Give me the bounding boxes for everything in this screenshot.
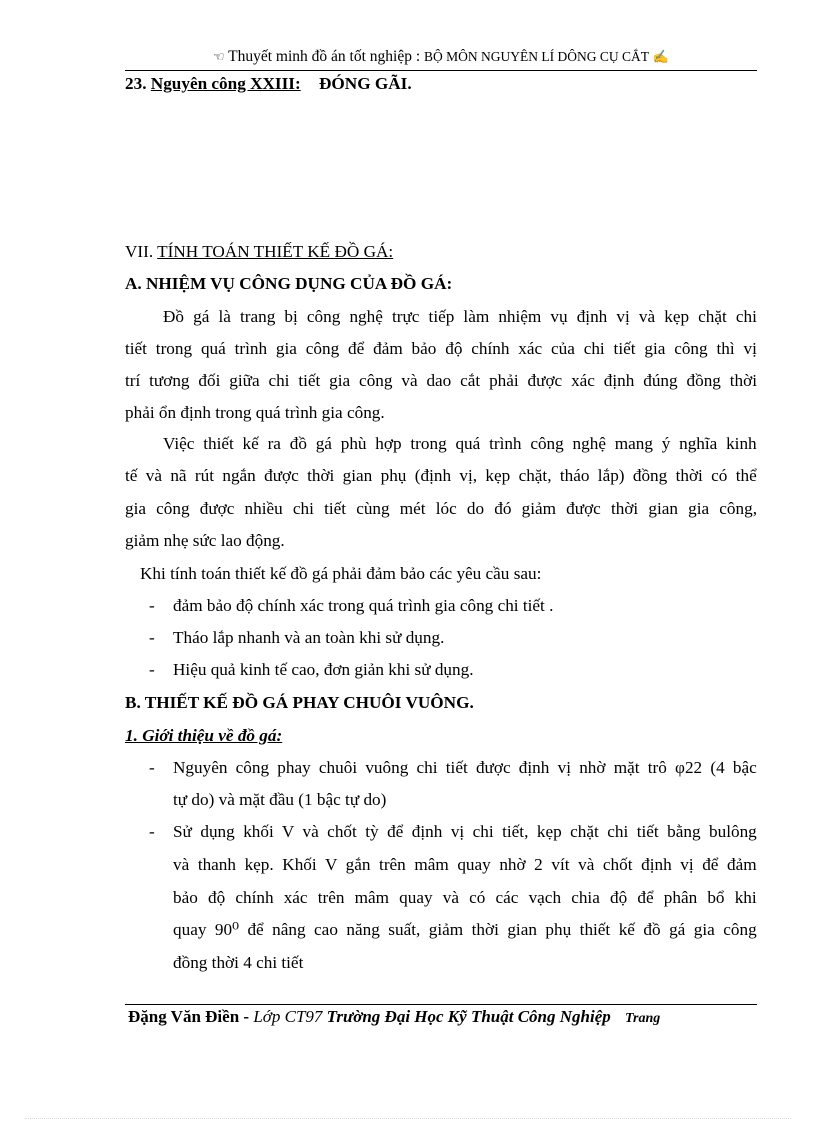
writing-hand-icon: ✍ [652, 49, 670, 64]
b1-bullet2-line3: bảo độ chính xác trên mâm quay và có các vạch chia độ để phân bổ khi [173, 888, 757, 907]
requirement-item [149, 628, 444, 648]
b1-bullet2-line1 [149, 822, 757, 842]
header-title: Thuyết minh đồ án tốt nghiệp : [228, 48, 421, 65]
footer-author: Đặng Văn Điền - [128, 1007, 250, 1026]
section-b1-heading: 1. Giới thiệu về đồ gá: [125, 726, 283, 745]
section-7-number: VII. [125, 242, 154, 261]
requirement-item [149, 660, 474, 680]
para1-line2: tiết trong quá trình gia công để đảm bảo độ chính xác của chi tiết gia công thì vị [125, 339, 757, 358]
dash-bullet: - [149, 628, 155, 647]
b1-bullet1-line2: tự do) và mặt đầu (1 bậc tự do) [173, 790, 387, 809]
header-department: BỘ MÔN NGUYÊN LÍ DÔNG CỤ CẮT [424, 49, 650, 64]
page-footer [128, 1007, 660, 1027]
footer-school: Trường Đại Học Kỹ Thuật Công Nghiệp [326, 1007, 611, 1026]
pointing-hand-icon: ☜ [212, 49, 225, 64]
para1-line3: trí tương đối giữa chi tiết gia công và dao cắt phải được xác định đúng đồng thời [125, 371, 758, 390]
footer-page-label: Trang [625, 1011, 661, 1026]
section-a-heading: A. NHIỆM VỤ CÔNG DỤNG CỦA ĐỒ GÁ: [125, 274, 453, 293]
para1-line1: Đồ gá là trang bị công nghệ trực tiếp làm nhiệm vụ định vị và kẹp chặt chi [163, 307, 757, 326]
b1-bullet2-line5: đồng thời 4 chi tiết [173, 953, 304, 972]
section-7-title: TÍNH TOÁN THIẾT KẾ ĐỒ GÁ: [157, 242, 394, 261]
para2-line1: Việc thiết kế ra đồ gá phù hợp trong quá trình công nghệ mang ý nghĩa kinh [163, 434, 757, 453]
footer-class: Lớp CT97 [253, 1007, 323, 1026]
dash-bullet: - [149, 758, 155, 777]
section-23-heading [125, 74, 412, 94]
section-23-name: Nguyên công XXIII: [150, 74, 301, 93]
requirement-text: đảm bảo độ chính xác trong quá trình gia công chi tiết . [173, 596, 554, 615]
bullet-text: Sử dụng khối V và chốt tỳ để định vị chi tiết, kẹp chặt chi tiết bằng bulông [173, 822, 757, 841]
para2-line4: giảm nhẹ sức lao động. [125, 531, 285, 550]
dash-bullet: - [149, 596, 155, 615]
requirements-intro: Khi tính toán thiết kế đồ gá phải đảm bảo các yêu cầu sau: [140, 564, 542, 583]
b1-bullet2-line2: và thanh kẹp. Khối V gắn trên mâm quay nhờ 2 vít và chốt định vị để đảm [173, 855, 757, 874]
header-divider [125, 70, 757, 71]
bullet-text: Nguyên công phay chuôi vuông chi tiết được định vị nhờ mặt trô φ22 (4 bậc [173, 758, 757, 777]
page-header [125, 48, 757, 66]
para2-line2: tế và nã rút ngắn được thời gian phụ (định vị, kẹp chặt, tháo lắp) đồng thời có thể [125, 466, 757, 485]
para2-line3: gia công được nhiều chi tiết cùng mét lóc do đó giảm được thời gian gia công, [125, 499, 757, 518]
dash-bullet: - [149, 822, 155, 841]
footer-divider [125, 1004, 757, 1005]
section-23-number: 23. [125, 74, 147, 93]
bottom-dotted-border [25, 1118, 791, 1119]
requirement-text: Hiệu quả kinh tế cao, đơn giản khi sử dụng. [173, 660, 474, 679]
section-23-title: ĐÓNG GÃI. [319, 74, 412, 93]
b1-bullet2-line4: quay 90⁰ để nâng cao năng suất, giảm thời gian phụ thiết kế đồ gá gia công [173, 920, 757, 939]
section-7-heading [125, 242, 393, 262]
requirement-text: Tháo lắp nhanh và an toàn khi sử dụng. [173, 628, 445, 647]
requirement-item [149, 596, 553, 616]
para1-line4: phải ổn định trong quá trình gia công. [125, 403, 385, 422]
dash-bullet: - [149, 660, 155, 679]
section-b-heading: B. THIẾT KẾ ĐỒ GÁ PHAY CHUÔI VUÔNG. [125, 693, 474, 712]
b1-bullet1-line1 [149, 758, 757, 778]
